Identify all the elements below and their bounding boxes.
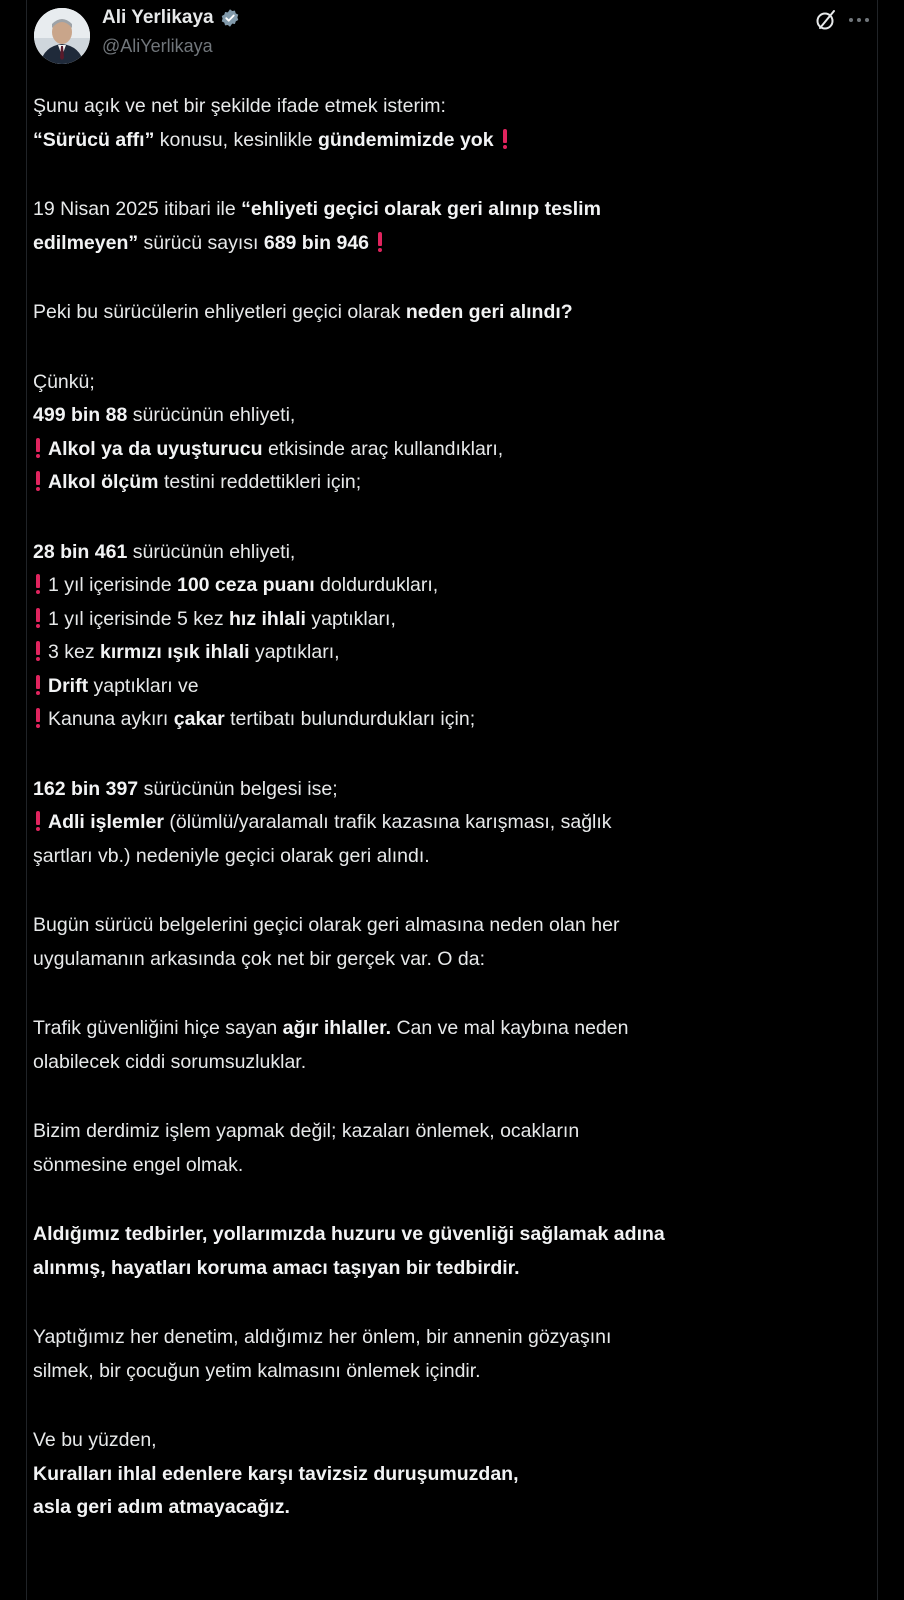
tweet-line: Ve bu yüzden, xyxy=(33,1429,157,1451)
tweet-line: alınmış, hayatları koruma amacı taşıyan bir tedbirdir. xyxy=(33,1256,520,1279)
tweet-line: 499 bin 88 sürücünün ehliyeti, xyxy=(33,404,296,426)
author-display-name[interactable]: Ali Yerlikaya xyxy=(102,7,214,28)
tweet-line: silmek, bir çocuğun yetim kalmasını önlemek içindir. xyxy=(33,1359,481,1382)
tweet-line: edilmeyen” sürücü sayısı 689 bin 946 xyxy=(33,227,873,261)
exclamation-icon xyxy=(35,675,40,695)
list-item: 1 yıl içerisinde 5 kez hız ihlali yaptıkları, xyxy=(33,603,873,637)
exclamation-icon xyxy=(35,811,40,831)
tweet-line: “Sürücü affı” konusu, kesinlikle gündemimizde yok xyxy=(33,124,873,158)
tweet-line: uygulamanın arkasında çok net bir gerçek var. O da: xyxy=(33,947,485,970)
list-item: Adli işlemler (ölümlü/yaralamalı trafik kazasına karışması, sağlık xyxy=(33,806,873,840)
tweet-line: şartları vb.) nedeniyle geçici olarak geri alındı. xyxy=(33,844,430,867)
verified-badge-icon xyxy=(220,8,240,28)
grok-icon[interactable] xyxy=(814,8,838,32)
exclamation-icon xyxy=(35,641,40,661)
list-item: Alkol ya da uyuşturucu etkisinde araç kullandıkları, xyxy=(33,433,873,467)
tweet-line: Bizim derdimiz işlem yapmak değil; kazaları önlemek, ocakların xyxy=(33,1120,580,1142)
tweet-line: Yaptığımız her denetim, aldığımız her önlem, bir annenin gözyaşını xyxy=(33,1326,612,1348)
tweet-line: asla geri adım atmayacağız. xyxy=(33,1496,290,1518)
list-item: Alkol ölçüm testini reddettikleri için; xyxy=(33,466,873,500)
tweet-line: olabilecek ciddi sorumsuzluklar. xyxy=(33,1050,307,1073)
exclamation-icon xyxy=(35,708,40,728)
author-info xyxy=(102,6,240,57)
tweet-text xyxy=(33,90,873,1525)
avatar[interactable] xyxy=(34,8,90,64)
list-item: 3 kez kırmızı ışık ihlali yaptıkları, xyxy=(33,636,873,670)
tweet-line: Çünkü; xyxy=(33,370,95,393)
exclamation-icon xyxy=(502,129,507,149)
list-item: 1 yıl içerisinde 100 ceza puanı doldurdukları, xyxy=(33,569,873,603)
list-item: Kanuna aykırı çakar tertibatı bulundurdukları için; xyxy=(33,703,873,737)
author-handle[interactable]: @AliYerlikaya xyxy=(102,36,213,56)
more-options-icon[interactable] xyxy=(846,8,872,32)
exclamation-icon xyxy=(35,471,40,491)
exclamation-icon xyxy=(35,574,40,594)
exclamation-icon xyxy=(35,438,40,458)
tweet-line: Şunu açık ve net bir şekilde ifade etmek isterim: xyxy=(33,95,446,117)
exclamation-icon xyxy=(377,232,382,252)
tweet-line: 162 bin 397 sürücünün belgesi ise; xyxy=(33,777,338,800)
tweet-line: Peki bu sürücülerin ehliyetleri geçici olarak neden geri alındı? xyxy=(33,301,573,323)
tweet-line: 19 Nisan 2025 itibari ile “ehliyeti geçici olarak geri alınıp teslim xyxy=(33,198,601,220)
tweet-line: Aldığımız tedbirler, yollarımızda huzuru ve güvenliği sağlamak adına xyxy=(33,1223,665,1245)
tweet-line: sönmesine engel olmak. xyxy=(33,1153,244,1176)
tweet-line: Kuralları ihlal edenlere karşı tavizsiz duruşumuzdan, xyxy=(33,1462,519,1485)
tweet-line: Bugün sürücü belgelerini geçici olarak geri almasına neden olan her xyxy=(33,914,620,936)
list-item: Drift yaptıkları ve xyxy=(33,670,873,704)
tweet-header xyxy=(26,0,878,70)
tweet-line: Trafik güvenliğini hiçe sayan ağır ihlaller. Can ve mal kaybına neden xyxy=(33,1017,629,1039)
tweet-line: 28 bin 461 sürücünün ehliyeti, xyxy=(33,540,296,563)
exclamation-icon xyxy=(35,608,40,628)
